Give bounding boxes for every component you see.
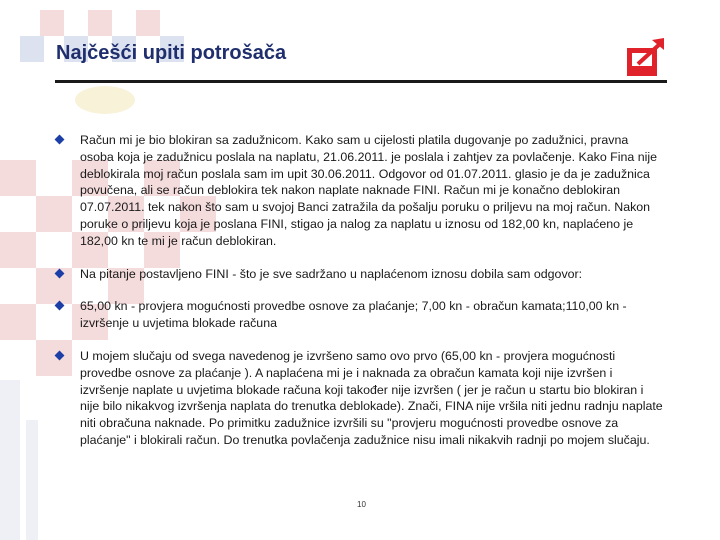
bullet-text: U mojem slučaju od svega navedenog je izvršeno samo ovo prvo (65,00 kn - provjera mogućnosti provedbe osnove za plaćanje ). A naplaćena mi je i naknada za obračun kamata koji nije izvršen i izvršenje naplate u uvjetima blokade računa koji također nije izvršen ( jer je račun u startu bio blokiran i nije bilo nikakvog izvršenja naplata do trenutka deblokade). Znači, FINA nije vršila niti jednu radnju naplate niti obračuna naknade. Po primitku zadužnice izvršili su "provjeru mogućnosti provedbe osnove za plaćanje" i blokirali račun. Do trenutka povlačenja zadužnice nisu imali nikakvih radnji po mojem slučaju. — [80, 348, 663, 447]
bullet-item — [54, 298, 664, 332]
bullet-list — [54, 132, 664, 465]
diamond-bullet-icon — [55, 351, 65, 361]
page-number: 10 — [357, 500, 366, 509]
slide-title: Najčešći upiti potrošača — [56, 42, 287, 64]
bullet-text: 65,00 kn - provjera mogućnosti provedbe osnove za plaćanje; 7,00 kn - obračun kamata;110,00 kn - izvršenje u uvjetima blokade računa — [80, 299, 627, 331]
diamond-bullet-icon — [55, 268, 65, 278]
diamond-bullet-icon — [55, 135, 65, 145]
bullet-item — [54, 266, 664, 283]
bullet-item — [54, 132, 664, 250]
red-square-arrow-icon — [624, 36, 668, 80]
bullet-item — [54, 348, 664, 449]
bullet-text: Na pitanje postavljeno FINI - što je sve sadržano u naplaćenom iznosu dobila sam odgovor: — [80, 266, 583, 281]
title-underline — [55, 80, 667, 83]
diamond-bullet-icon — [55, 301, 65, 311]
bullet-text: Račun mi je bio blokiran sa zadužnicom. Kako sam u cijelosti platila dugovanje po zadužnici, pravna osoba koja je zadužnicu poslala na naplatu, 21.06.2011. je poslala i zahtjev za povlačenje. Kako Fina nije deblokirala moj račun poslala sam im upit 30.06.2011. Odgovor od 01.07.2011. glasio je da je zadužnica povučena, ali se račun deblokira tek nakon naplate naknade FINI. Račun mi je konačno deblokiran 07.07.2011. tek nakon što sam u svojoj Banci zatražila da pošalju poruku o priljevu na moj račun. Nakon poruke o priljevu koja je poslana FINI, stigao ja nalog za naplatu u iznosu od 182,00 kn, naplaćeno je 182,00 kn te mi je račun deblokiran. — [80, 133, 658, 248]
